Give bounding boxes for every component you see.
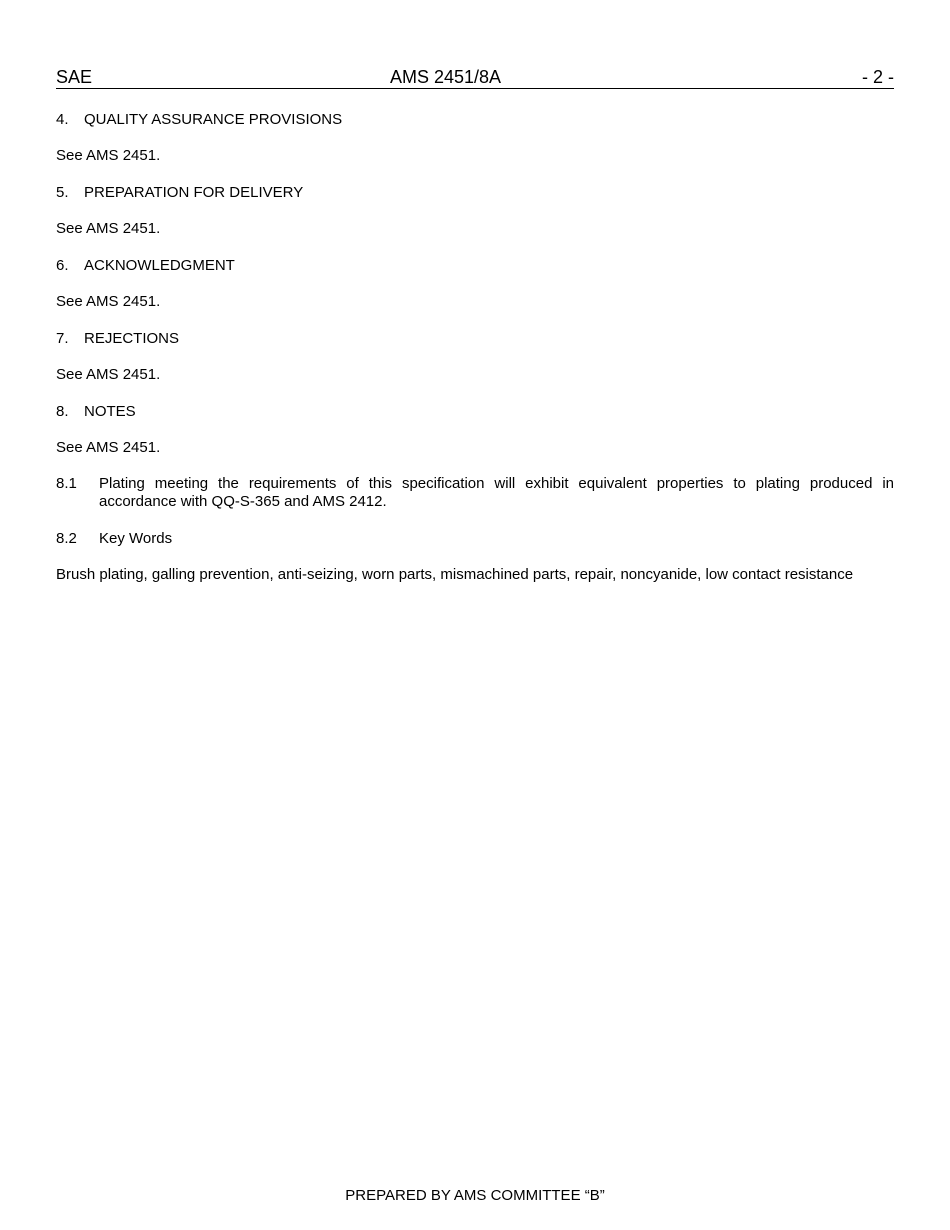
subsection-heading [56,530,172,548]
section-body: See AMS 2451. [56,220,161,237]
subsection-text: Plating meeting the requirements of this specification will exhibit equivalent properties to plating produced in accordance with QQ-S-365 and AMS 2412. [99,475,894,510]
section-heading [56,184,303,202]
section-heading [56,257,235,275]
section-number: 5. [56,184,69,201]
section-title: NOTES [84,403,136,420]
section-body: See AMS 2451. [56,293,161,310]
section-number: 8. [56,403,69,420]
section-heading [56,111,342,129]
subsection-paragraph [56,475,894,511]
header-doc-id: AMS 2451/8A [390,67,502,87]
subsection-number: 8.2 [56,530,77,547]
section-body: See AMS 2451. [56,147,161,164]
page-footer: PREPARED BY AMS COMMITTEE “B” [345,1187,605,1204]
section-title: QUALITY ASSURANCE PROVISIONS [84,111,343,128]
keywords-list: Brush plating, galling prevention, anti-seizing, worn parts, mismachined parts, repair, noncyanide, low contact resistance [56,566,854,583]
section-heading [56,330,179,348]
section-number: 7. [56,330,69,347]
section-body: See AMS 2451. [56,366,161,383]
section-body: See AMS 2451. [56,439,161,456]
page-header [56,66,894,89]
section-title: PREPARATION FOR DELIVERY [84,184,304,201]
section-heading [56,403,136,421]
section-title: REJECTIONS [84,330,180,347]
header-page-number: - 2 - [861,67,894,87]
section-title: ACKNOWLEDGMENT [84,257,235,274]
header-org: SAE [56,67,93,87]
section-number: 6. [56,257,69,274]
section-number: 4. [56,111,69,128]
subsection-title: Key Words [99,530,173,547]
subsection-number: 8.1 [56,475,77,492]
